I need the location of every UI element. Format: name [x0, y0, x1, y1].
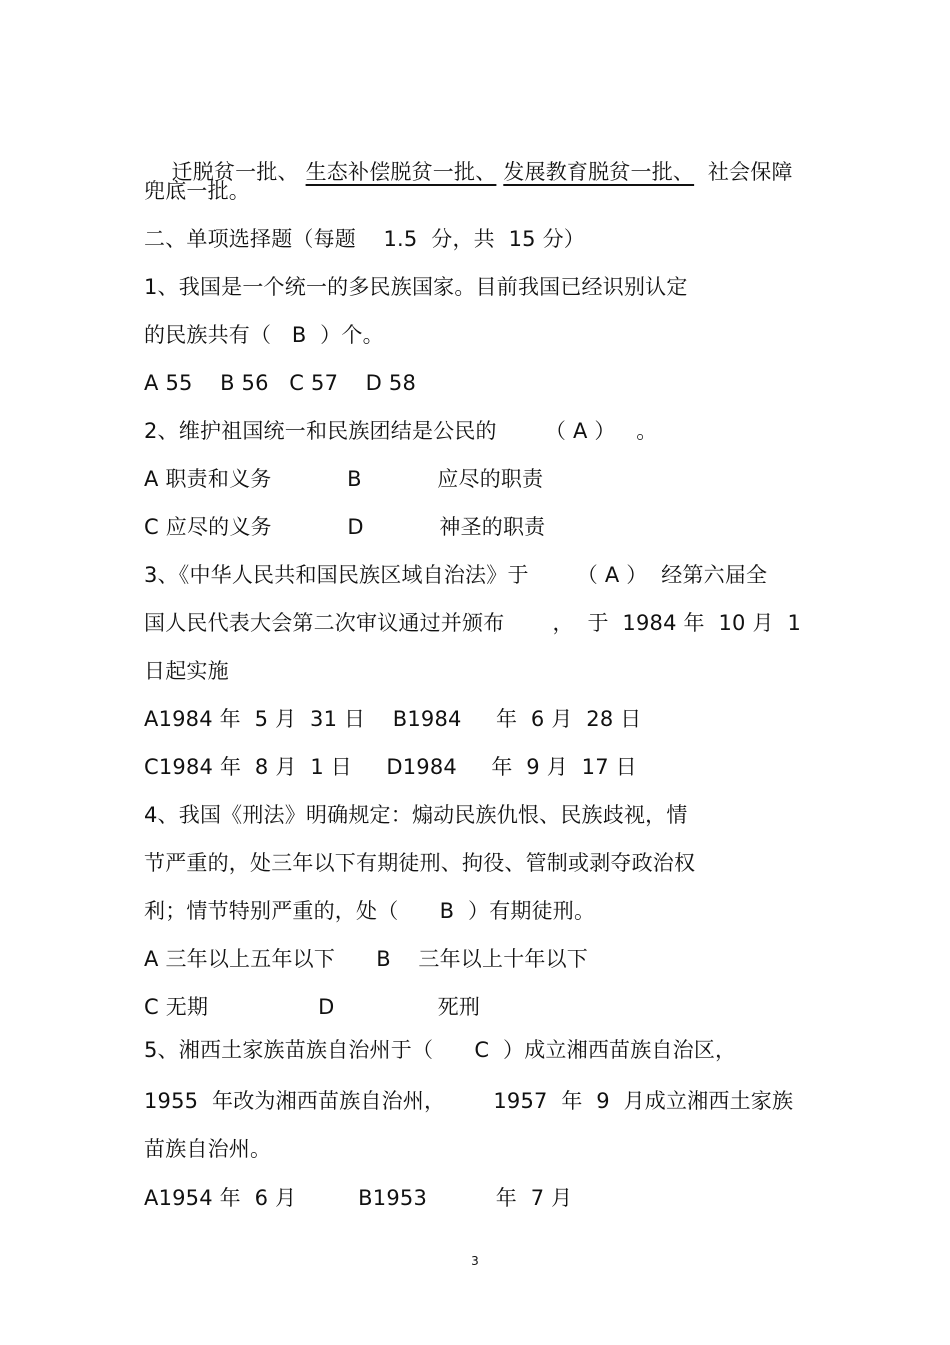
text-segment: 迁脱贫一批、	[171, 160, 306, 184]
question-text: 利；情节特别严重的，处（ B ）有期徒刑。	[144, 899, 596, 923]
answer-options: A 三年以上五年以下 B 三年以上十年以下	[144, 947, 588, 971]
page-number: 3	[471, 1254, 479, 1268]
question-text: 国人民代表大会第二次审议通过并颁布 ， 于 1984 年 10 月 1	[144, 611, 802, 635]
answer-options: A1984 年 5 月 31 日 B1984 年 6 月 28 日	[144, 707, 642, 731]
answer-options: A1954 年 6 月 B1953 年 7 月	[144, 1186, 573, 1210]
answer-options: C 应尽的义务 D 神圣的职责	[144, 515, 546, 539]
answer-options: A 55 B 56 C 57 D 58	[144, 371, 417, 395]
answer-options: C1984 年 8 月 1 日 D1984 年 9 月 17 日	[144, 755, 637, 779]
question-text: 3、《中华人民共和国民族区域自治法》于 （ A ） 经第六届全	[144, 563, 768, 587]
question-text: 5、湘西土家族苗族自治州于（ C ）成立湘西苗族自治区，	[144, 1038, 737, 1062]
underlined-text: 生态补偿脱贫一批、	[305, 160, 497, 184]
question-text: 的民族共有（ B ）个。	[144, 323, 384, 347]
underlined-text: 发展教育脱贫一批、	[503, 160, 695, 184]
question-text: 1955 年改为湘西苗族自治州， 1957 年 9 月成立湘西土家族	[144, 1089, 794, 1113]
question-text: 苗族自治州。	[144, 1137, 272, 1161]
question-text: 日起实施	[144, 659, 229, 683]
section-heading: 二、单项选择题（每题 1.5 分，共 15 分）	[144, 227, 585, 251]
question-text: 1、我国是一个统一的多民族国家。目前我国已经识别认定	[144, 275, 688, 299]
answer-options: C 无期 D 死刑	[144, 995, 481, 1019]
text-line: 兜底一批。	[144, 179, 250, 203]
answer-options: A 职责和义务 B 应尽的职责	[144, 467, 544, 491]
text-segment: 社会保障	[694, 160, 793, 184]
question-text: 4、我国《刑法》明确规定：煽动民族仇恨、民族歧视，情	[144, 803, 688, 827]
question-text: 2、维护祖国统一和民族团结是公民的 （ A ） 。	[144, 419, 658, 443]
question-text: 节严重的，处三年以下有期徒刑、拘役、管制或剥夺政治权	[144, 851, 696, 875]
